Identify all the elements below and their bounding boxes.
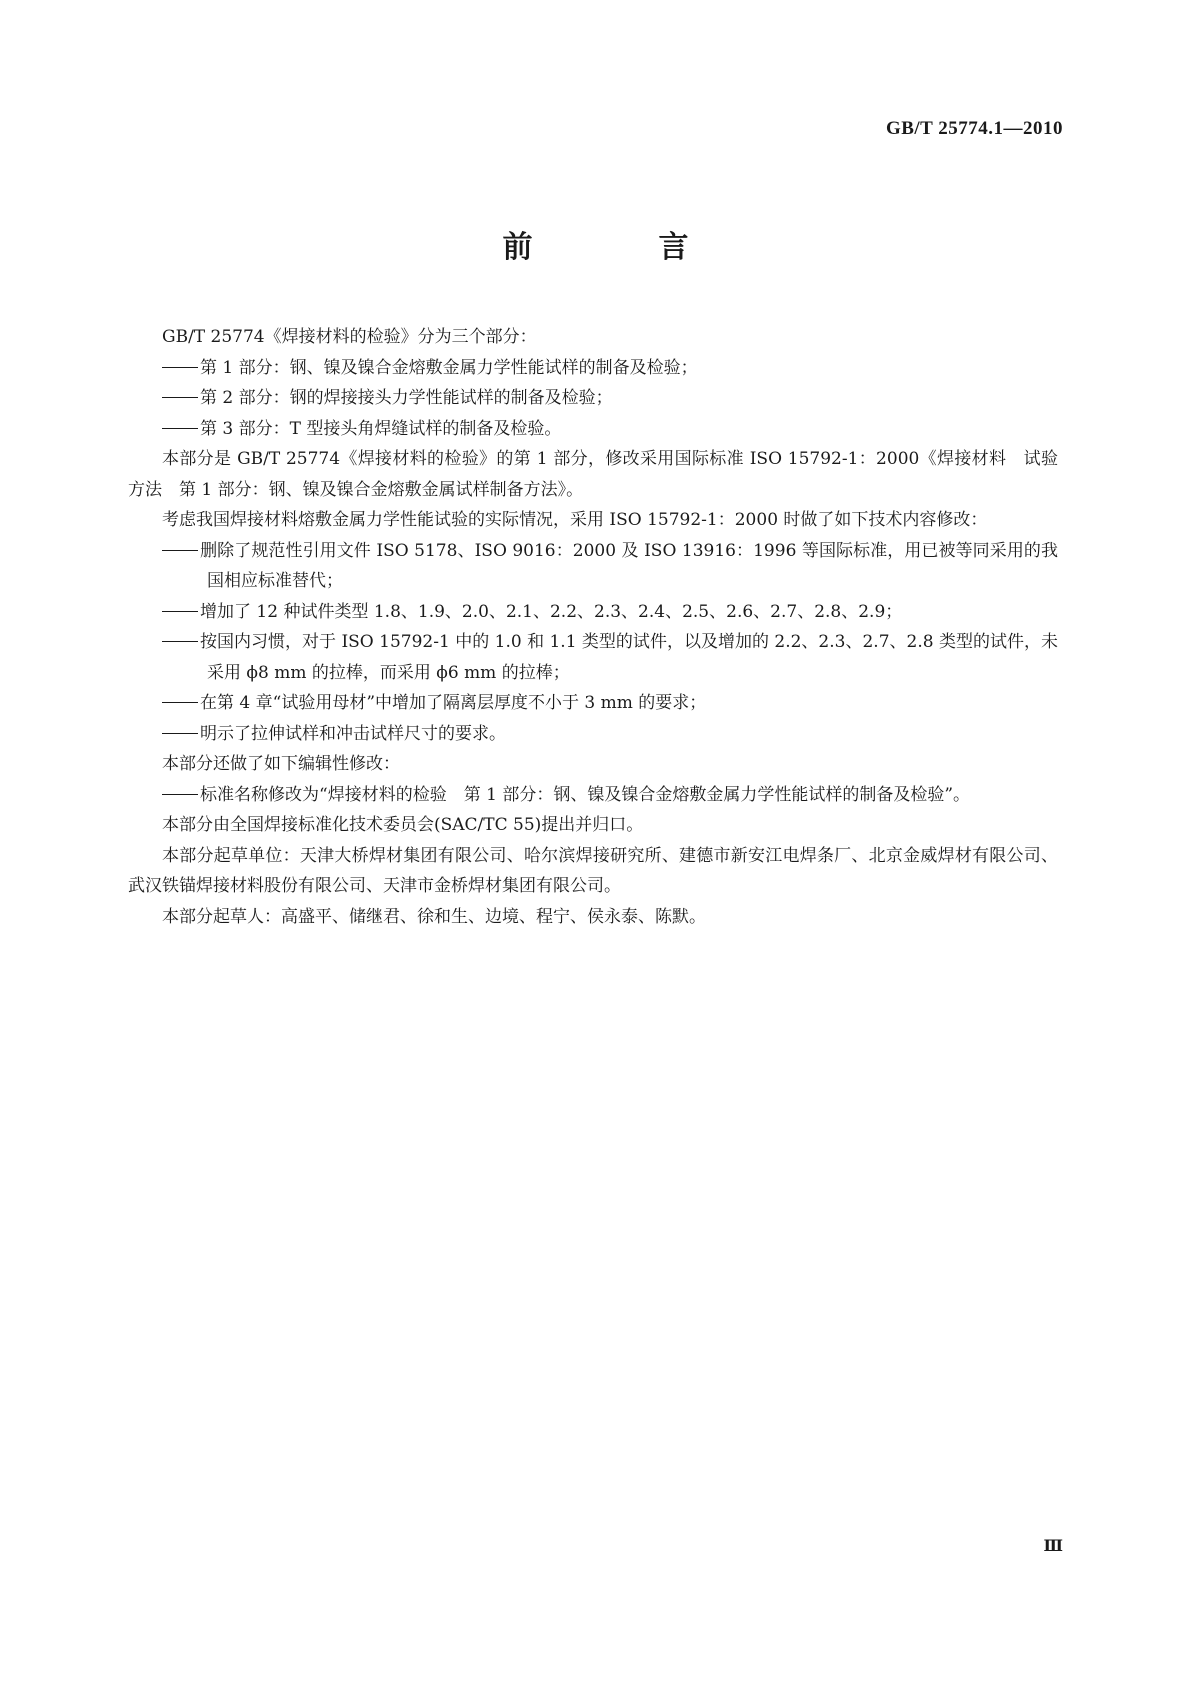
- page-number: Ⅲ: [1043, 1538, 1063, 1555]
- list-item: [128, 597, 1058, 628]
- paragraph: 考虑我国焊接材料熔敷金属力学性能试验的实际情况，采用 ISO 15792-1：2000 时做了如下技术内容修改：: [162, 510, 988, 530]
- list-item-text: 在第 4 章“试验用母材”中增加了隔离层厚度不小于 3 mm 的要求；: [200, 693, 707, 713]
- list-item: [128, 627, 1058, 688]
- paragraph: 本部分起草人：高盛平、储继君、徐和生、边境、程宁、侯永泰、陈默。: [162, 906, 706, 927]
- standard-number: GB/T 25774.1—2010: [885, 118, 1063, 139]
- list-item: [128, 719, 1058, 750]
- list-item: [128, 414, 1058, 445]
- list-item: [128, 353, 1058, 384]
- list-item-text: 明示了拉伸试样和冲击试样尺寸的要求。: [200, 723, 506, 744]
- list-item-text: 第 1 部分：钢、镍及镍合金熔敷金属力学性能试样的制备及检验；: [200, 357, 698, 378]
- em-dash: [162, 733, 198, 734]
- list-item: [128, 383, 1058, 414]
- em-dash: [162, 794, 198, 795]
- paragraph: 本部分起草单位：天津大桥焊材集团有限公司、哈尔滨焊接研究所、建德市新安江电焊条厂、北京金威焊材有限公司、武汉铁锚焊接材料股份有限公司、天津市金桥焊材集团有限公司。: [128, 845, 1058, 896]
- em-dash: [162, 641, 198, 642]
- list-item-text: 增加了 12 种试件类型 1.8、1.9、2.0、2.1、2.2、2.3、2.4、2.5、2.6、2.7、2.8、2.9；: [200, 601, 903, 622]
- paragraph: 本部分由全国焊接标准化技术委员会(SAC/TC 55)提出并归口。: [162, 815, 644, 835]
- em-dash: [162, 367, 198, 368]
- list-item: [128, 780, 1058, 811]
- list-item-text: 第 3 部分：T 型接头角焊缝试样的制备及检验。: [200, 418, 562, 439]
- paragraph: GB/T 25774《焊接材料的检验》分为三个部分：: [162, 327, 537, 347]
- em-dash: [162, 428, 198, 429]
- list-item: [128, 536, 1058, 597]
- list-item-text: 删除了规范性引用文件 ISO 5178、ISO 9016：2000 及 ISO 13916：1996 等国际标准，用已被等同采用的我国相应标准替代；: [200, 540, 1058, 591]
- list-item-text: 标准名称修改为“焊接材料的检验 第 1 部分：钢、镍及镍合金熔敷金属力学性能试样的制备及检验”。: [200, 784, 971, 805]
- foreword-content: [128, 322, 1058, 932]
- list-item: [128, 688, 1058, 719]
- em-dash: [162, 702, 198, 703]
- page-title: 前 言: [502, 230, 737, 265]
- paragraph: 本部分是 GB/T 25774《焊接材料的检验》的第 1 部分，修改采用国际标准 ISO 15792-1：2000《焊接材料 试验方法 第 1 部分：钢、镍及镍合金熔敷金属试样制备方法》。: [128, 449, 1058, 500]
- list-item-text: 第 2 部分：钢的焊接接头力学性能试样的制备及检验；: [200, 388, 613, 408]
- em-dash: [162, 397, 198, 398]
- paragraph: 本部分还做了如下编辑性修改：: [162, 754, 400, 774]
- em-dash: [162, 550, 198, 551]
- list-item-text: 按国内习惯，对于 ISO 15792-1 中的 1.0 和 1.1 类型的试件，以及增加的 2.2、2.3、2.7、2.8 类型的试件，未采用 ϕ8 mm 的拉棒，而采用 ϕ6 mm 的拉棒；: [200, 632, 1058, 683]
- em-dash: [162, 611, 198, 612]
